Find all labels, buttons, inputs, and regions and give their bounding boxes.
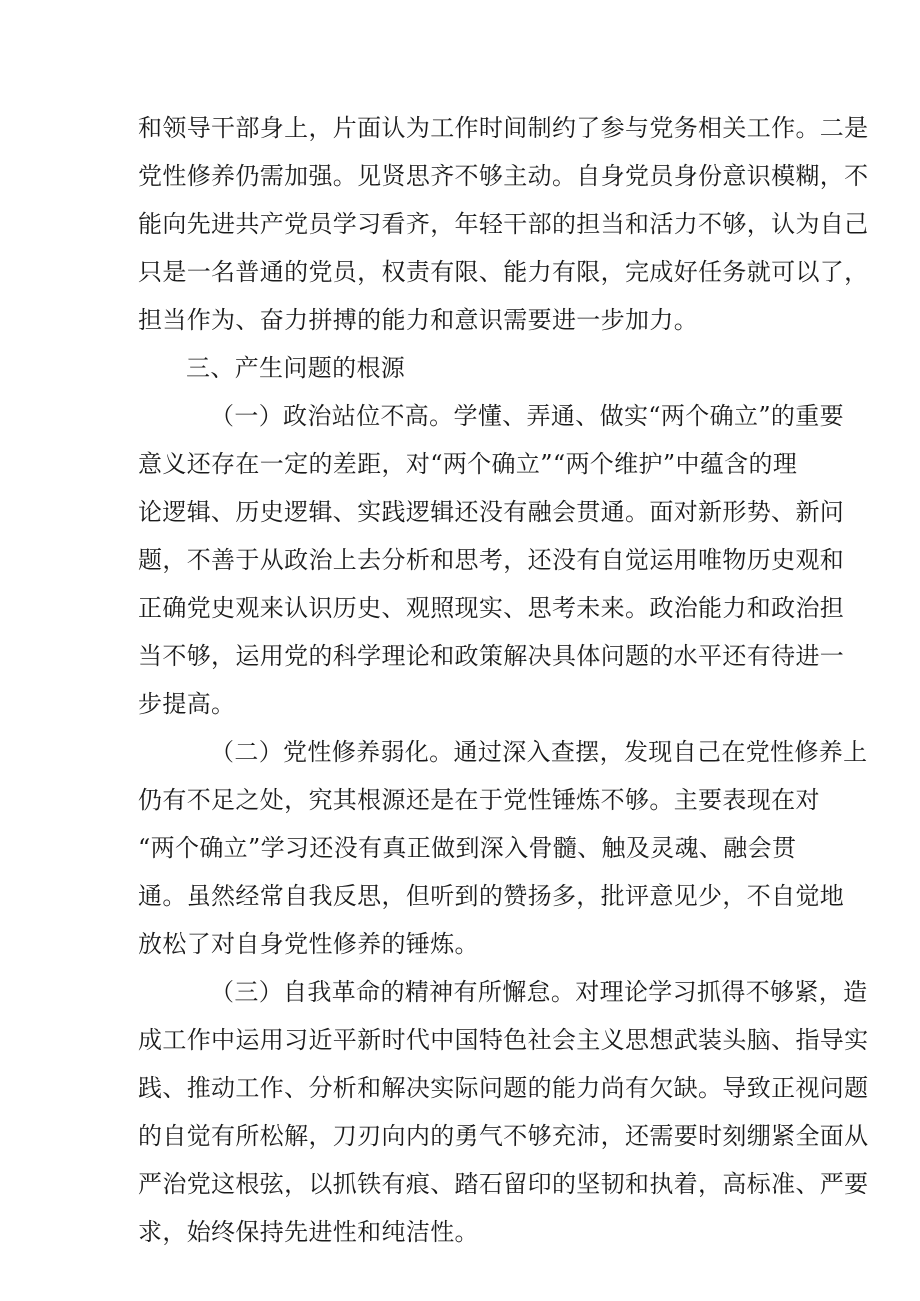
paragraph-line: 成工作中运用习近平新时代中国特色社会主义思想武装头脑、指导实 — [138, 1026, 869, 1054]
paragraph-line: 和领导干部身上，片面认为工作时间制约了参与党务相关工作。二是 — [138, 114, 869, 142]
section-heading: 三、产生问题的根源 — [186, 354, 406, 382]
paragraph-line: 担当作为、奋力拼搏的能力和意识需要进一步加力。 — [138, 306, 699, 334]
paragraph-line: 严治党这根弦，以抓铁有痕、踏石留印的坚韧和执着，高标准、严要 — [138, 1170, 869, 1198]
paragraph-line: 党性修养仍需加强。见贤思齐不够主动。自身党员身份意识模糊，不 — [138, 162, 869, 190]
paragraph-line: （一）政治站位不高。学懂、弄通、做实“两个确立”的重要 — [210, 402, 844, 430]
paragraph-line: 论逻辑、历史逻辑、实践逻辑还没有融会贯通。面对新形势、新问 — [138, 498, 845, 526]
paragraph-line: “两个确立”学习还没有真正做到深入骨髓、触及灵魂、融会贯 — [138, 834, 797, 862]
paragraph-line: （二）党性修养弱化。通过深入查摆，发现自己在党性修养上 — [210, 738, 868, 766]
paragraph-line: 步提高。 — [138, 690, 236, 718]
paragraph-line: 践、推动工作、分析和解决实际问题的能力尚有欠缺。导致正视问题 — [138, 1074, 869, 1102]
paragraph-line: 仍有不足之处，究其根源还是在于党性锤炼不够。主要表现在对 — [138, 786, 820, 814]
paragraph-line: 通。虽然经常自我反思，但听到的赞扬多，批评意见少，不自觉地 — [138, 882, 845, 910]
paragraph-line: 的自觉有所松解，刀刃向内的勇气不够充沛，还需要时刻绷紧全面从 — [138, 1122, 869, 1150]
paragraph-line: 只是一名普通的党员，权责有限、能力有限，完成好任务就可以了， — [138, 258, 869, 286]
paragraph-line: 题，不善于从政治上去分析和思考，还没有自觉运用唯物历史观和 — [138, 546, 845, 574]
paragraph-line: 当不够，运用党的科学理论和政策解决具体问题的水平还有待进一 — [138, 642, 845, 670]
paragraph-line: 放松了对自身党性修养的锤炼。 — [138, 930, 479, 958]
paragraph-line: （三）自我革命的精神有所懈怠。对理论学习抓得不够紧，造 — [210, 978, 868, 1006]
paragraph-line: 能向先进共产党员学习看齐，年轻干部的担当和活力不够，认为自己 — [138, 210, 869, 238]
paragraph-line: 正确党史观来认识历史、观照现实、思考未来。政治能力和政治担 — [138, 594, 845, 622]
paragraph-line: 意义还存在一定的差距，对“两个确立”“两个维护”中蕴含的理 — [138, 450, 798, 478]
paragraph-line: 求，始终保持先进性和纯洁性。 — [138, 1218, 479, 1246]
